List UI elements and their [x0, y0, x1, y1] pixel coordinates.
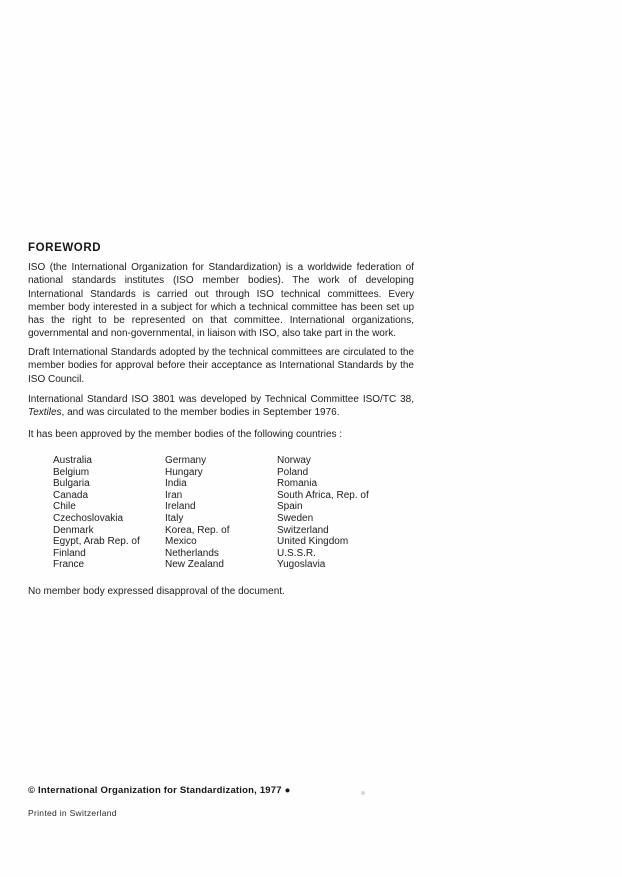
- iso3801-committee-title-italic: Textiles: [28, 407, 62, 419]
- country-item: U.S.S.R.: [277, 547, 316, 559]
- country-item: Yugoslavia: [277, 559, 326, 571]
- country-item: Norway: [277, 455, 311, 466]
- country-item: United Kingdom: [277, 536, 349, 548]
- country-item: Korea, Rep. of: [165, 524, 230, 536]
- country-item: Australia: [53, 455, 92, 466]
- foreword-heading: FOREWORD: [28, 242, 102, 254]
- paragraph-iso3801: [28, 393, 414, 420]
- scan-artifact-dot: [361, 791, 365, 795]
- country-column-3: [277, 455, 369, 571]
- country-item: Finland: [53, 547, 86, 559]
- country-item: New Zealand: [165, 559, 224, 571]
- country-item: Sweden: [277, 512, 314, 524]
- country-column-1: [53, 455, 140, 571]
- country-item: Italy: [165, 512, 184, 524]
- approved-countries-line: It has been approved by the member bodies of the following countries :: [28, 429, 343, 440]
- paragraph-draft-standards: Draft International Standards adopted by the technical committees are circulated to the member bodies for approval before their acceptance as International Standards by the ISO Council.: [28, 347, 414, 385]
- country-column-2: [165, 455, 229, 571]
- country-item: France: [53, 559, 85, 571]
- country-item: Romania: [277, 478, 318, 490]
- iso3801-text-before: International Standard ISO 3801 was developed by Technical Committee ISO/TC 38,: [28, 394, 414, 405]
- country-item: Denmark: [53, 524, 94, 536]
- printed-in-switzerland-line: Printed in Switzerland: [28, 808, 117, 818]
- country-item: Canada: [53, 489, 89, 501]
- country-item: Netherlands: [165, 547, 219, 559]
- no-disapproval-line: No member body expressed disapproval of the document.: [28, 586, 285, 597]
- country-item: Germany: [165, 455, 207, 466]
- country-item: Hungary: [165, 466, 203, 478]
- country-item: Spain: [277, 501, 303, 513]
- country-item: Switzerland: [277, 524, 329, 536]
- country-item: Belgium: [53, 466, 90, 478]
- iso3801-text-after: , and was circulated to the member bodies in September 1976.: [61, 407, 340, 419]
- country-item: South Africa, Rep. of: [277, 489, 369, 501]
- copyright-line: © International Organization for Standardization, 1977 ●: [28, 785, 291, 796]
- country-item: India: [165, 478, 187, 490]
- country-item: Iran: [165, 489, 183, 501]
- country-item: Bulgaria: [53, 478, 90, 490]
- country-item: Czechoslovakia: [53, 512, 124, 524]
- paragraph-iso-intro: ISO (the International Organization for Standardization) is a worldwide federation of national standards institutes (ISO member bodies). The work of developing International Standards is carried out through ISO technical committees. Every member body interested in a subject for which a technical committee has been set up has the right to be represented on that committee. International organizations, governmental and non-governmental, in liaison with ISO, also take part in the work.: [28, 262, 414, 340]
- country-item: Mexico: [165, 536, 197, 548]
- country-item: Poland: [277, 466, 309, 478]
- country-item: Chile: [53, 501, 76, 513]
- country-item: Ireland: [165, 501, 196, 513]
- country-item: Egypt, Arab Rep. of: [53, 536, 140, 548]
